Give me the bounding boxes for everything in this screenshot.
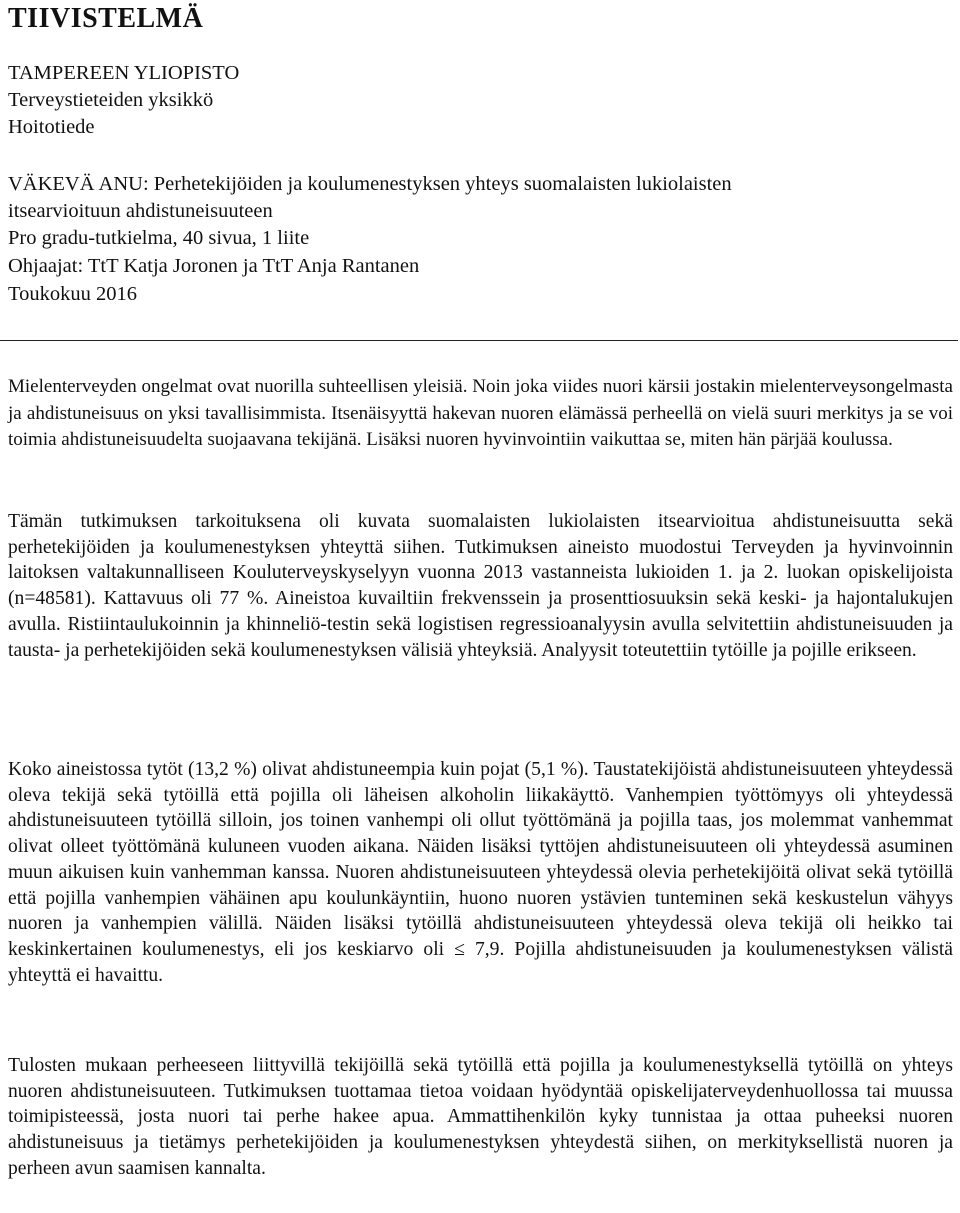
author-and-title-line-1: VÄKEVÄ ANU: Perhetekijöiden ja koulumenestyksen yhteys suomalaisten lukiolaisten (8, 173, 732, 195)
unit-name: Terveystieteiden yksikkö (8, 89, 214, 111)
author-and-title-line-2: itsearvioituun ahdistuneisuuteen (8, 200, 273, 222)
subject-name: Hoitotiede (8, 116, 95, 138)
thesis-info: Pro gradu-tutkielma, 40 sivua, 1 liite (8, 227, 310, 249)
publication-date: Toukokuu 2016 (8, 283, 137, 305)
university-name: TAMPEREEN YLIOPISTO (8, 62, 240, 84)
abstract-paragraph-4: Tulosten mukaan perheeseen liittyvillä tekijöillä sekä tytöillä että pojilla ja koulumenestyksellä tytöillä on yhteys nuoren ahdistuneisuuteen. Tutkimuksen tuottamaa tietoa voidaan hyödyntää opiskelijaterveydenhuollossa tai muussa toimipisteessä, josta nuori tai perhe hakee apua. Ammattihenkilön kyky tunnistaa ja ottaa puheeksi nuoren ahdistuneisuus ja tietämys perhetekijöiden ja koulumenestyksen yhteydestä siihen, on merkityksellistä nuoren ja perheen avun saamisen kannalta. (8, 1055, 953, 1179)
header-divider (0, 340, 958, 341)
document-title: TIIVISTELMÄ (8, 3, 204, 34)
supervisors: Ohjaajat: TtT Katja Joronen ja TtT Anja Rantanen (8, 255, 420, 277)
abstract-paragraph-1: Mielenterveyden ongelmat ovat nuorilla suhteellisen yleisiä. Noin joka viides nuori kärsii jostakin mielenterveysongelmasta ja ahdistuneisuus on yksi tavallisimmista. Itsenäisyyttä hakevan nuoren elämässä perheellä on vielä suuri merkitys ja se voi toimia ahdistuneisuudelta suojaavana tekijänä. Lisäksi nuoren hyvinvointiin vaikuttaa se, miten hän pärjää koulussa. (8, 376, 953, 450)
abstract-paragraph-3: Koko aineistossa tytöt (13,2 %) olivat ahdistuneempia kuin pojat (5,1 %). Taustatekijöistä ahdistuneisuuteen yhteydessä oleva tekijä sekä tytöillä että pojilla oli läheisen alkoholin liikakäyttö. Vanhempien työttömyys oli yhteydessä ahdistuneisuuteen tytöillä silloin, jos toinen vanhempi oli ollut työttömänä ja pojilla taas, jos molemmat vanhemmat olivat olleet työttömänä kuluneen vuoden aikana. Näiden lisäksi tyttöjen ahdistuneisuuteen oli yhteydessä asuminen muun aikuisen kuin vanhemman kanssa. Nuoren ahdistuneisuuteen yhteydessä olevia perhetekijöitä olivat sekä tytöillä että pojilla vanhempien vähäinen apu koulunkäyntiin, huono nuoren ystävien tunteminen sekä keskustelun vähyys nuoren ja vanhempien välillä. Näiden lisäksi tytöillä ahdistuneisuuteen yhteydessä oleva tekijä oli heikko tai keskinkertainen koulumenestys, eli jos keskiarvo oli ≤ 7,9. Pojilla ahdistuneisuuden ja koulumenestyksen välistä yhteyttä ei havaittu. (8, 759, 953, 986)
abstract-paragraph-2: Tämän tutkimuksen tarkoituksena oli kuvata suomalaisten lukiolaisten itsearvioitua ahdistuneisuutta sekä perhetekijöiden ja koulumenestyksen yhteyttä siihen. Tutkimuksen aineisto muodostui Terveyden ja hyvinvoinnin laitoksen valtakunnalliseen Kouluterveyskyselyyn vuonna 2013 vastanneista lukioiden 1. ja 2. luokan opiskelijoista (n=48581). Kattavuus oli 77 %. Aineistoa kuvailtiin frekvenssein ja prosenttiosuuksin sekä keski- ja hajontalukujen avulla. Ristiintaulukoinnin ja khinneliö-testin sekä logistisen regressioanalyysin avulla selvitettiin ahdistuneisuuden ja tausta- ja perhetekijöiden sekä koulumenestyksen välisiä yhteyksiä. Analyysit toteutettiin tytöille ja pojille erikseen. (8, 511, 953, 661)
